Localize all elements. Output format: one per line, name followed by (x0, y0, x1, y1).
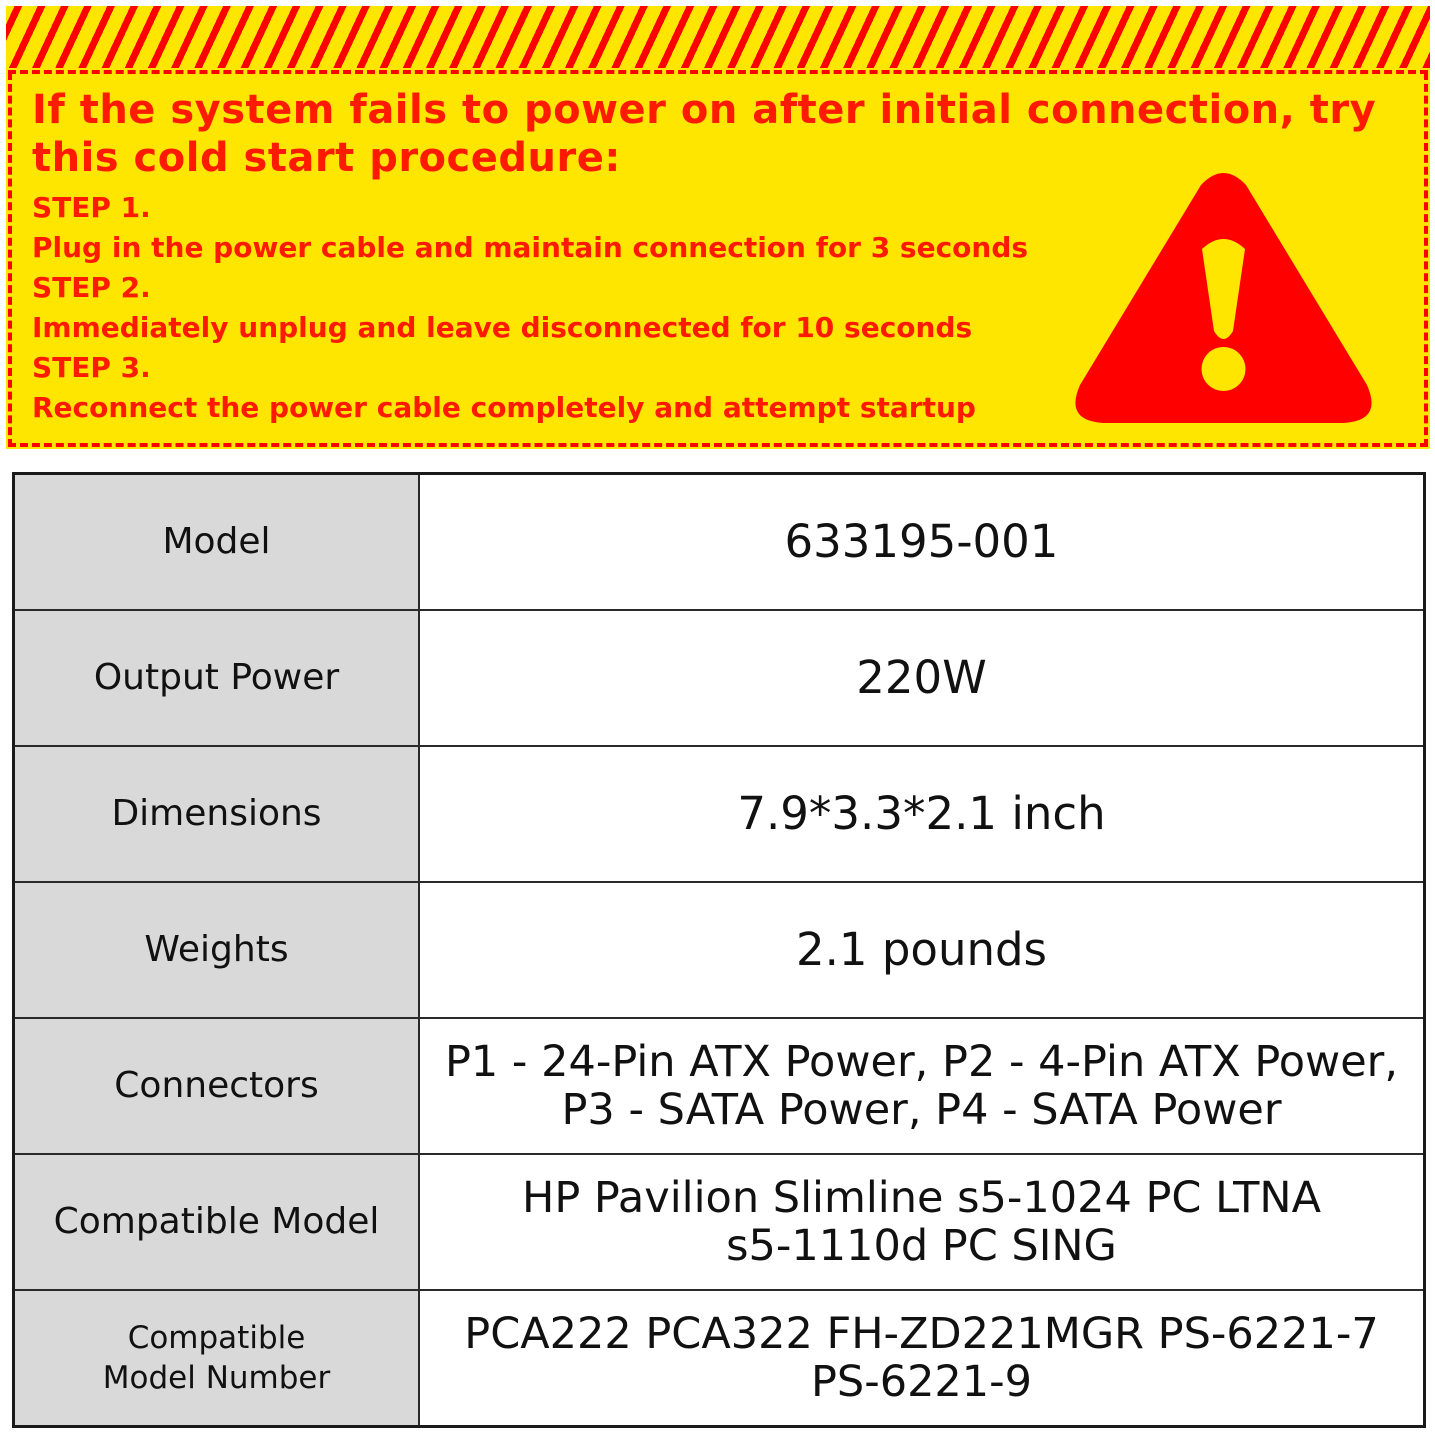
spec-value-line: PCA222 PCA322 FH-ZD221MGR PS-6221-7 (464, 1309, 1379, 1359)
spec-label-compatible-model-number (14, 1290, 420, 1427)
table-row-dimensions (14, 746, 1425, 882)
table-row-output-power (14, 610, 1425, 746)
spec-label-output-power: Output Power (14, 610, 420, 746)
hazard-stripe-border (6, 6, 1430, 68)
step-1-instruction: Plug in the power cable and maintain connection for 3 seconds (32, 231, 1029, 264)
spec-value-line: s5-1110d PC SING (726, 1221, 1117, 1271)
spec-label-dimensions: Dimensions (14, 746, 420, 882)
table-row-compatible-model (14, 1154, 1425, 1290)
spec-label-line: Compatible (127, 1320, 306, 1356)
table-row-model (14, 474, 1425, 611)
spec-label-model: Model (14, 474, 420, 611)
warning-triangle-icon (1071, 171, 1376, 429)
spec-label-compatible-model: Compatible Model (14, 1154, 420, 1290)
step-3-heading: STEP 3. (32, 351, 151, 384)
warning-title: If the system fails to power on after initial connection, try this cold start procedure: (32, 87, 1377, 181)
spec-value-dimensions: 7.9*3.3*2.1 inch (419, 746, 1425, 882)
spec-value-line: P1 - 24-Pin ATX Power, P2 - 4-Pin ATX Power, (444, 1037, 1399, 1087)
table-row-connectors (14, 1018, 1425, 1154)
spec-value-weights: 2.1 pounds (419, 882, 1425, 1018)
spec-label-connectors: Connectors (14, 1018, 420, 1154)
cold-start-warning-banner (6, 6, 1430, 449)
cold-start-steps (32, 188, 1072, 428)
spec-value-line: HP Pavilion Slimline s5-1024 PC LTNA (521, 1173, 1322, 1223)
step-3-instruction: Reconnect the power cable completely and attempt startup (32, 391, 976, 424)
table-row-weights (14, 882, 1425, 1018)
spec-value-line: P3 - SATA Power, P4 - SATA Power (561, 1085, 1282, 1135)
spec-label-line: Model Number (102, 1360, 331, 1396)
spec-value-model: 633195-001 (419, 474, 1425, 611)
spec-value-line: PS-6221-9 (810, 1357, 1033, 1407)
exclamation-dot (1202, 347, 1246, 391)
spec-value-compatible-model-number (419, 1290, 1425, 1427)
table-row-compatible-model-number (14, 1290, 1425, 1427)
step-2-instruction: Immediately unplug and leave disconnected for 10 seconds (32, 311, 973, 344)
step-2-heading: STEP 2. (32, 271, 151, 304)
spec-value-connectors (419, 1018, 1425, 1154)
spec-label-weights: Weights (14, 882, 420, 1018)
spec-table (12, 472, 1426, 1428)
spec-value-compatible-model (419, 1154, 1425, 1290)
step-1-heading: STEP 1. (32, 191, 151, 224)
spec-value-output-power: 220W (419, 610, 1425, 746)
